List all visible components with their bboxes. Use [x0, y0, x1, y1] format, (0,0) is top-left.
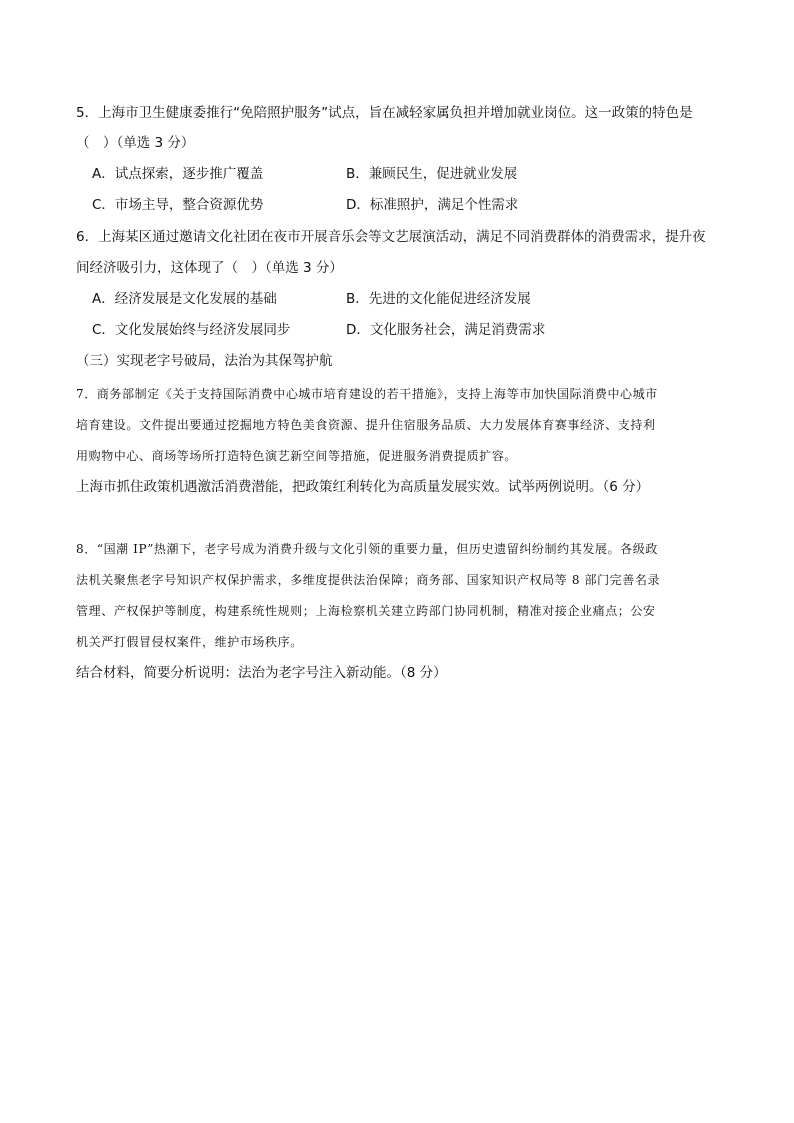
q8-material-line4: 机关严打假冒侵权案件，维护市场秩序。: [76, 635, 303, 649]
q6-stem-line2: 间经济吸引力，这体现了（ ）（单选 3 分）: [76, 260, 343, 276]
q5-option-d: D．标准照护，满足个性需求: [346, 197, 519, 213]
q8-question: 结合材料，简要分析说明：法治为老字号注入新动能。（8 分）: [76, 665, 447, 681]
q6-stem-line1: 6．上海某区通过邀请文化社团在夜市开展音乐会等文艺展演活动，满足不同消费群体的消费需求，提升夜: [76, 229, 706, 245]
q6-option-d: D．文化服务社会，满足消费需求: [346, 322, 546, 338]
q6-option-c: C．文化发展始终与经济发展同步: [92, 322, 291, 338]
q5-option-a: A．试点探索，逐步推广覆盖: [92, 166, 264, 182]
q5-option-b: B．兼顾民生，促进就业发展: [346, 166, 518, 182]
q8-material-line2: 法机关聚焦老字号知识产权保护需求，多维度提供法治保障；商务部、国家知识产权局等 8 部门完善名录: [76, 573, 661, 587]
q7-question: 上海市抓住政策机遇激活消费潜能，把政策红利转化为高质量发展实效。试举两例说明。（6 分）: [76, 479, 650, 495]
q5-option-c: C．市场主导，整合资源优势: [92, 197, 264, 213]
q7-material-line3: 用购物中心、商场等场所打造特色演艺新空间等措施，促进服务消费提质扩容。: [76, 449, 518, 463]
q7-material-line2: 培育建设。文件提出要通过挖掘地方特色美食资源、提升住宿服务品质、大力发展体育赛事经济、支持利: [76, 418, 656, 432]
q5-stem-line2: （ ）（单选 3 分）: [76, 135, 195, 151]
q6-option-b: B．先进的文化能促进经济发展: [346, 291, 531, 307]
q5-stem-line1: 5．上海市卫生健康委推行“免陪照护服务”试点，旨在减轻家属负担并增加就业岗位。这一政策的特色是: [76, 105, 693, 121]
q8-material-line1: 8．“国潮 IP”热潮下，老字号成为消费升级与文化引领的重要力量，但历史遗留纠纷制约其发展。各级政: [76, 542, 658, 556]
q8-material-line3: 管理、产权保护等制度，构建系统性规则；上海检察机关建立跨部门协同机制，精准对接企业痛点；公安: [76, 604, 656, 618]
section-heading: （三）实现老字号破局，法治为其保驾护航: [76, 353, 333, 369]
q7-material-line1: 7．商务部制定《关于支持国际消费中心城市培育建设的若干措施》，支持上海等市加快国际消费中心城市: [76, 387, 658, 401]
q6-option-a: A．经济发展是文化发展的基础: [92, 291, 277, 307]
